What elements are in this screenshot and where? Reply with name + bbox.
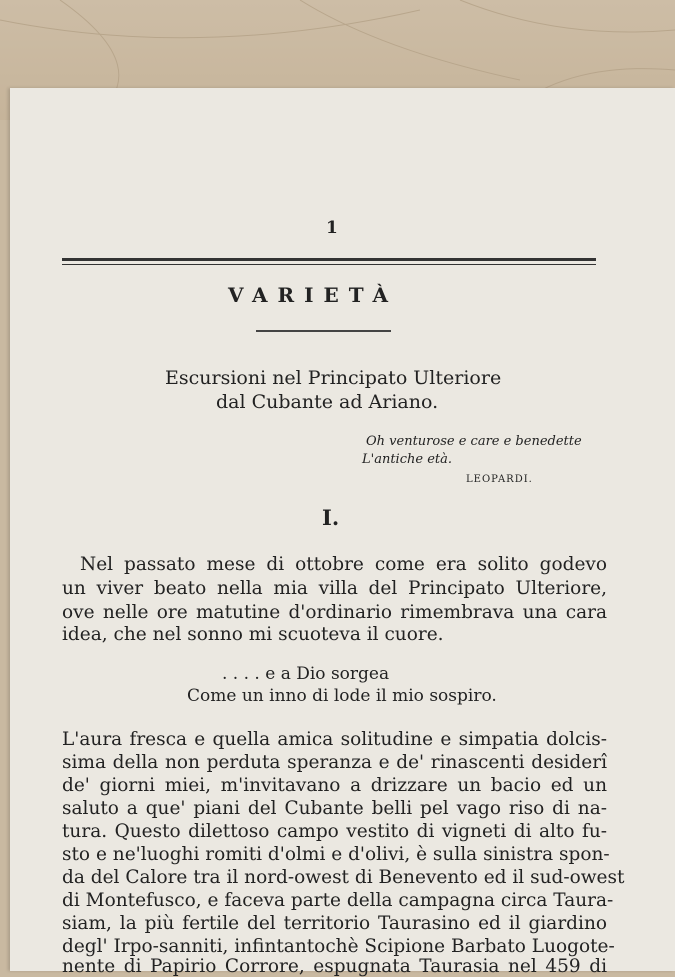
paragraph1-line-2: un viver beato nella mia villa del Principato Ulteriore,	[62, 578, 607, 599]
top-rule-thin	[62, 264, 596, 265]
article-title-line-2: dal Cubante ad Ariano.	[216, 391, 439, 413]
paragraph2-line-9: siam, la più fertile del territorio Taurasino ed il giardino	[62, 913, 607, 934]
paragraph2-line-6: sto e ne'luoghi romiti d'olmi e d'olivi, è sulla sinistra spon-	[62, 844, 610, 865]
article-title-line-1: Escursioni nel Principato Ulteriore	[165, 367, 502, 389]
section-heading: VARIETÀ	[228, 283, 399, 307]
paragraph2-line-10: degl' Irpo-sanniti, infintantochè Scipione Barbato Luogote-	[62, 936, 615, 957]
paragraph2-line-1: L'aura fresca e quella amica solitudine e simpatia dolcis-	[62, 729, 607, 750]
verse-line-1: . . . . e a Dio sorgea	[222, 664, 390, 684]
paragraph2-line-4: saluto a que' piani del Cubante belli pel vago riso di na-	[62, 798, 607, 819]
page-number: 1	[326, 218, 338, 238]
paragraph1-line-4: idea, che nel sonno mi scuoteva il cuore.	[62, 624, 444, 645]
epigraph-author: LEOPARDI.	[466, 474, 533, 485]
top-rule-thick	[62, 258, 596, 261]
chapter-numeral: I.	[322, 505, 340, 530]
heading-underline	[256, 330, 391, 332]
paragraph1-line-3: ove nelle ore matutine d'ordinario rimembrava una cara	[62, 602, 607, 623]
epigraph-line-1: Oh venturose e care e benedette	[366, 434, 582, 449]
paragraph1-line-1: Nel passato mese di ottobre come era solito godevo	[80, 554, 607, 575]
paragraph2-line-7: da del Calore tra il nord-owest di Benevento ed il sud-owest	[62, 867, 625, 888]
paragraph2-line-2: sima della non perduta speranza e de' rinascenti desiderî	[62, 752, 607, 773]
paragraph2-line-3: de' giorni miei, m'invitavano a drizzare un bacio ed un	[62, 775, 607, 796]
paragraph2-line-11: nente di Papirio Corrore, espugnata Taurasia nel 459 di	[62, 956, 607, 977]
paragraph2-line-5: tura. Questo dilettoso campo vestito di vigneti di alto fu-	[62, 821, 607, 842]
verse-line-2: Come un inno di lode il mio sospiro.	[187, 686, 497, 706]
paragraph2-line-8: di Montefusco, e faceva parte della campagna circa Taura-	[62, 890, 614, 911]
epigraph-line-2: L'antiche età.	[362, 452, 452, 467]
